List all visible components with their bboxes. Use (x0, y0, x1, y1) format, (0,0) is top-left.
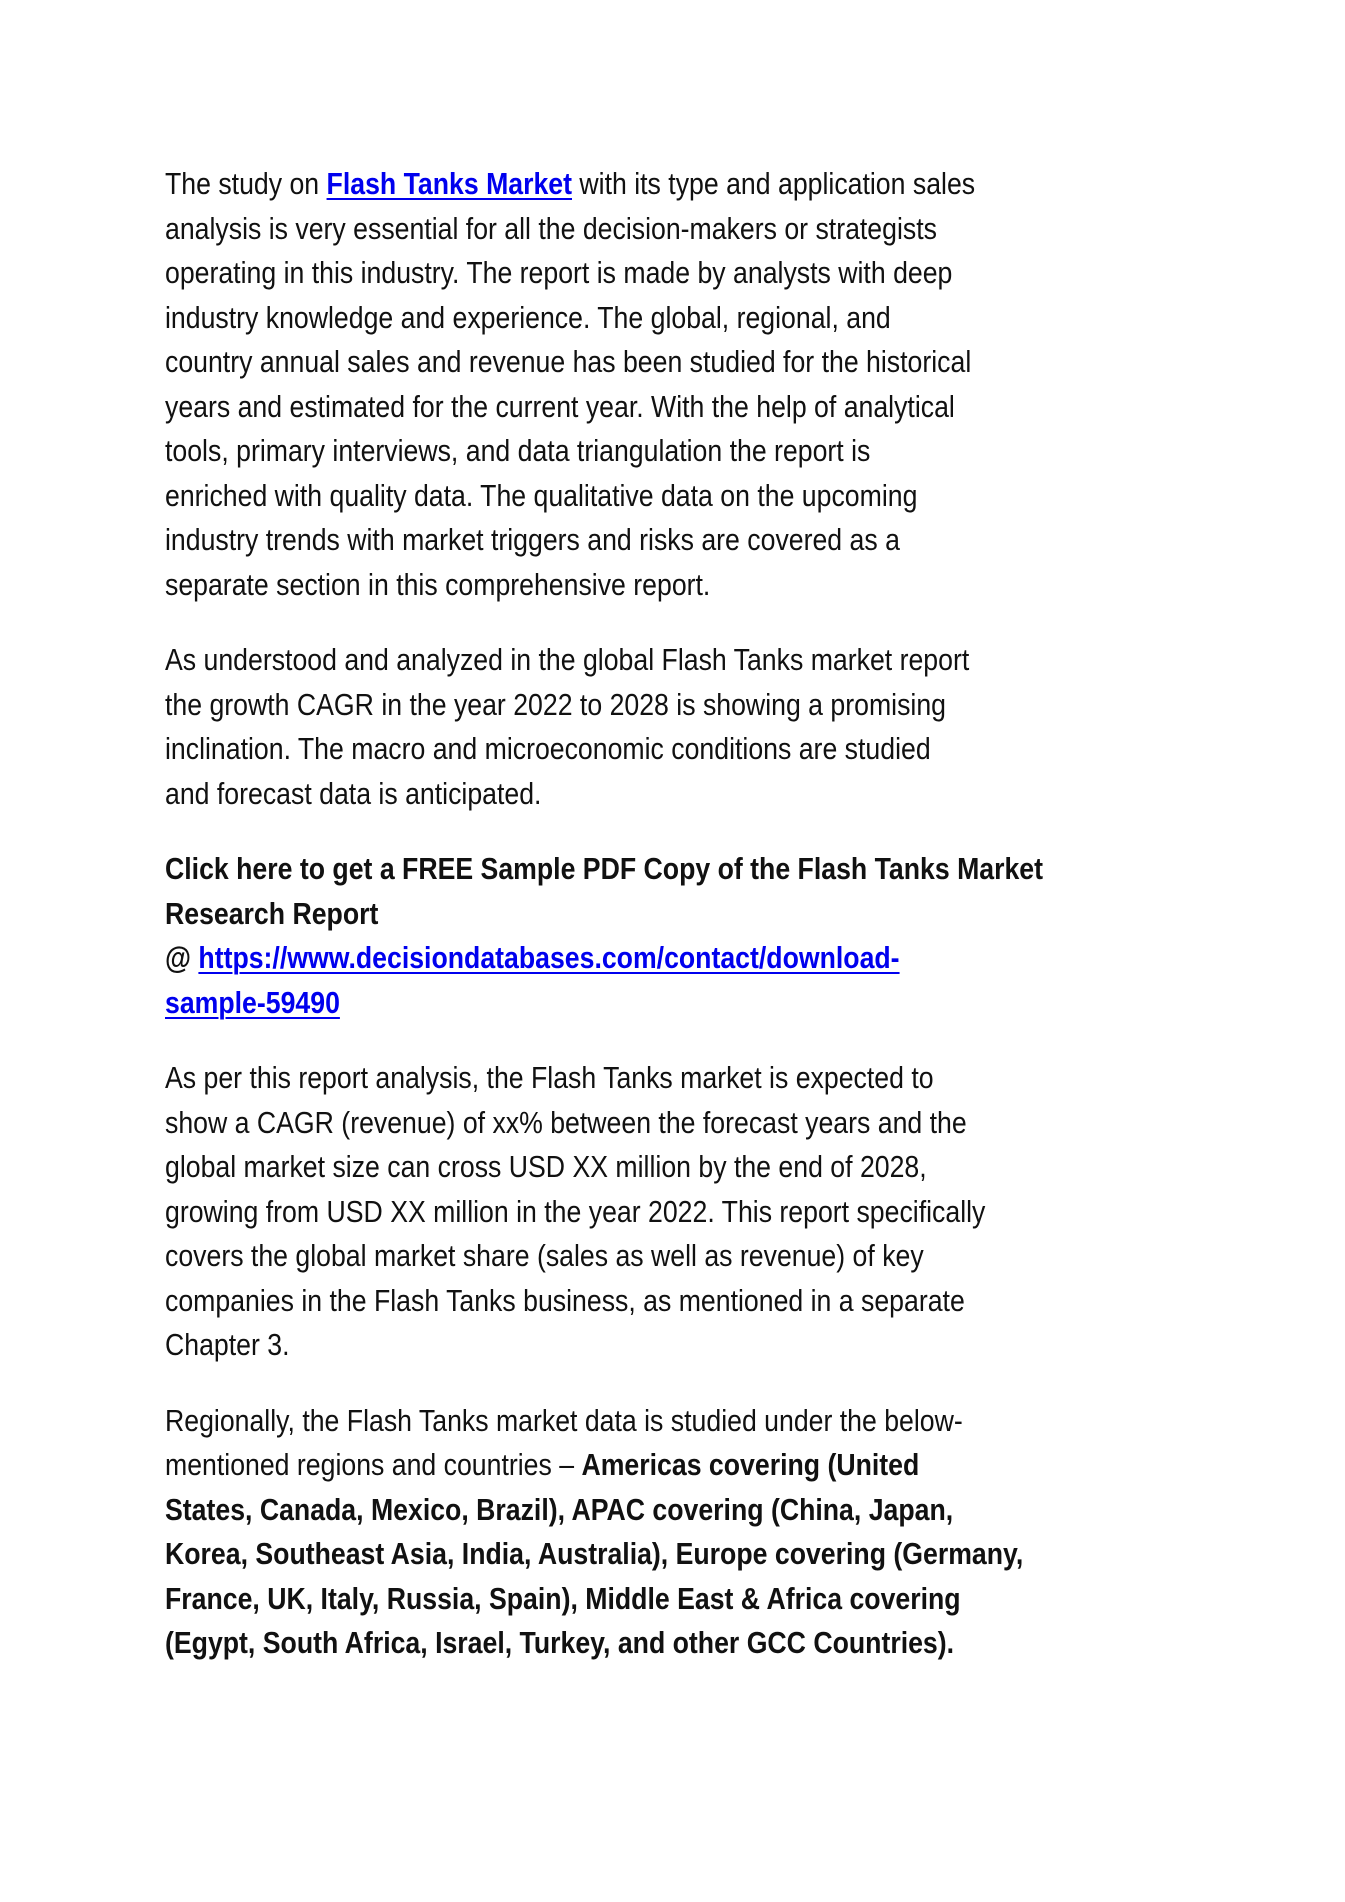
text-line (165, 936, 1051, 981)
text-line: analysis is very essential for all the decision-makers or strategists (165, 210, 937, 246)
text-line: and forecast data is anticipated. (165, 775, 542, 811)
sample-download-link-continued[interactable]: sample-59490 (165, 984, 340, 1020)
text-line: global market size can cross USD XX million by the end of 2028, (165, 1149, 927, 1184)
text-fragment: The study on (165, 166, 327, 201)
cagr-paragraph (165, 638, 1195, 816)
text-fragment: mentioned regions and countries – (165, 1447, 582, 1482)
text-line (165, 162, 1051, 207)
text-line: enriched with quality data. The qualitative data on the upcoming (165, 477, 918, 513)
text-line: industry trends with market triggers and risks are covered as a (165, 522, 900, 557)
text-line: separate section in this comprehensive report. (165, 566, 711, 602)
text-line: covers the global market share (sales as well as revenue) of key (165, 1238, 924, 1273)
text-line: As understood and analyzed in the global Flash Tanks market report (165, 642, 970, 677)
sample-pdf-cta (165, 847, 1195, 1025)
text-line: companies in the Flash Tanks business, as mentioned in a separate (165, 1282, 965, 1318)
text-line (165, 981, 1051, 1026)
at-symbol: @ (165, 940, 199, 975)
regions-list-line: (Egypt, South Africa, Israel, Turkey, and other GCC Countries). (165, 1625, 955, 1660)
flash-tanks-market-link[interactable]: Flash Tanks Market (326, 166, 573, 201)
sample-download-link[interactable]: https://www.decisiondatabases.com/contact/download- (198, 940, 900, 975)
text-line: Regionally, the Flash Tanks market data is studied under the below- (165, 1402, 963, 1438)
regions-list-bold: Americas covering (United (581, 1447, 920, 1482)
regions-list-line: France, UK, Italy, Russia, Spain), Middle East & Africa covering (165, 1580, 961, 1616)
cta-heading-line: Click here to get a FREE Sample PDF Copy of the Flash Tanks Market (165, 851, 1044, 886)
text-line: inclination. The macro and microeconomic conditions are studied (165, 731, 931, 766)
regions-paragraph (165, 1399, 1195, 1666)
text-line: industry knowledge and experience. The global, regional, and (165, 299, 891, 335)
text-line: years and estimated for the current year. With the help of analytical (165, 388, 955, 424)
intro-paragraph (165, 162, 1195, 607)
text-fragment: with its type and application sales (572, 166, 976, 201)
text-line: the growth CAGR in the year 2022 to 2028 is showing a promising (165, 686, 946, 722)
text-line: tools, primary interviews, and data triangulation the report is (165, 433, 871, 468)
text-line: operating in this industry. The report is made by analysts with deep (165, 255, 953, 290)
text-line: country annual sales and revenue has been studied for the historical (165, 344, 972, 379)
text-line: Chapter 3. (165, 1327, 290, 1362)
document-body (165, 162, 1195, 1697)
text-line: As per this report analysis, the Flash Tanks market is expected to (165, 1060, 934, 1095)
market-size-paragraph (165, 1056, 1195, 1368)
regions-list-line: States, Canada, Mexico, Brazil), APAC covering (China, Japan, (165, 1491, 954, 1527)
text-line: growing from USD XX million in the year 2022. This report specifically (165, 1193, 986, 1229)
text-line (165, 1443, 1051, 1488)
text-line: show a CAGR (revenue) of xx% between the forecast years and the (165, 1104, 967, 1140)
cta-heading-line: Research Report (165, 895, 379, 931)
regions-list-line: Korea, Southeast Asia, India, Australia), Europe covering (Germany, (165, 1536, 1024, 1571)
